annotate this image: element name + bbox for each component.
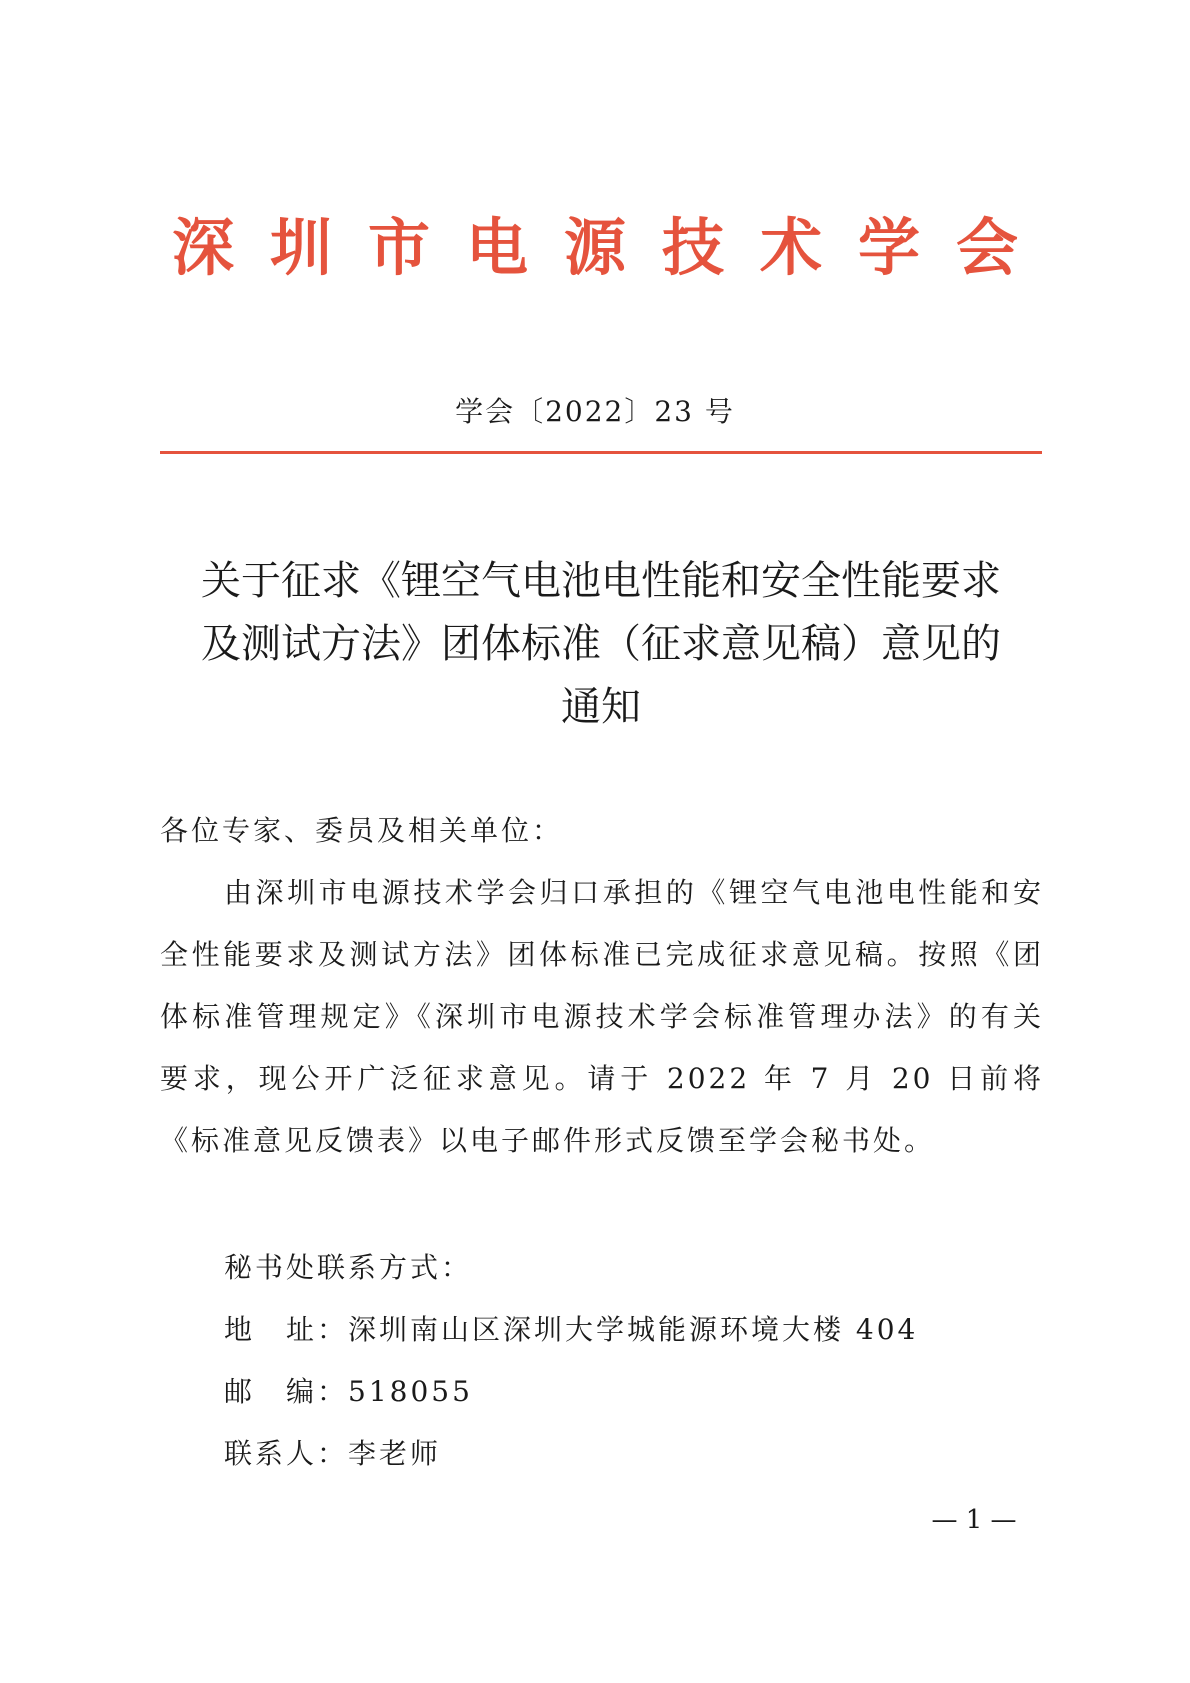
document-number: 学会〔2022〕23 号 [455, 395, 735, 428]
postcode-value: 518055 [348, 1375, 473, 1408]
title-line-1: 关于征求《锂空气电池电性能和安全性能要求 [201, 558, 1001, 604]
body-paragraph: 由深圳市电源技术学会归口承担的《锂空气电池电性能和安全性能要求及测试方法》团体标准已完成征求意见稿。按照《团体标准管理规定》《深圳市电源技术学会标准管理办法》的有关要求，现公开广泛征求意见。请于 2022 年 7 月 20 日前将《标准意见反馈表》以电子邮件形式反馈至学会秘书处。 [160, 876, 1044, 1157]
contact-address [224, 1299, 918, 1361]
contact-postcode [224, 1361, 473, 1423]
red-divider [160, 451, 1042, 454]
organization-title: 深圳市电源技术学会 [171, 211, 1054, 284]
title-line-3: 通知 [561, 684, 641, 730]
address-label: 地 址： [224, 1313, 349, 1346]
salutation: 各位专家、委员及相关单位： [160, 814, 564, 847]
page-number: — 1 — [931, 1505, 1017, 1535]
title-line-2: 及测试方法》团体标准（征求意见稿）意见的 [201, 621, 1001, 667]
address-value: 深圳南山区深圳大学城能源环境大楼 404 [348, 1313, 919, 1346]
postcode-label: 邮 编： [224, 1375, 349, 1408]
document-title [160, 550, 1042, 739]
person-value: 李老师 [348, 1437, 442, 1470]
contact-heading: 秘书处联系方式： [224, 1251, 473, 1284]
contact-person [224, 1423, 441, 1485]
person-label: 联系人： [224, 1437, 349, 1470]
